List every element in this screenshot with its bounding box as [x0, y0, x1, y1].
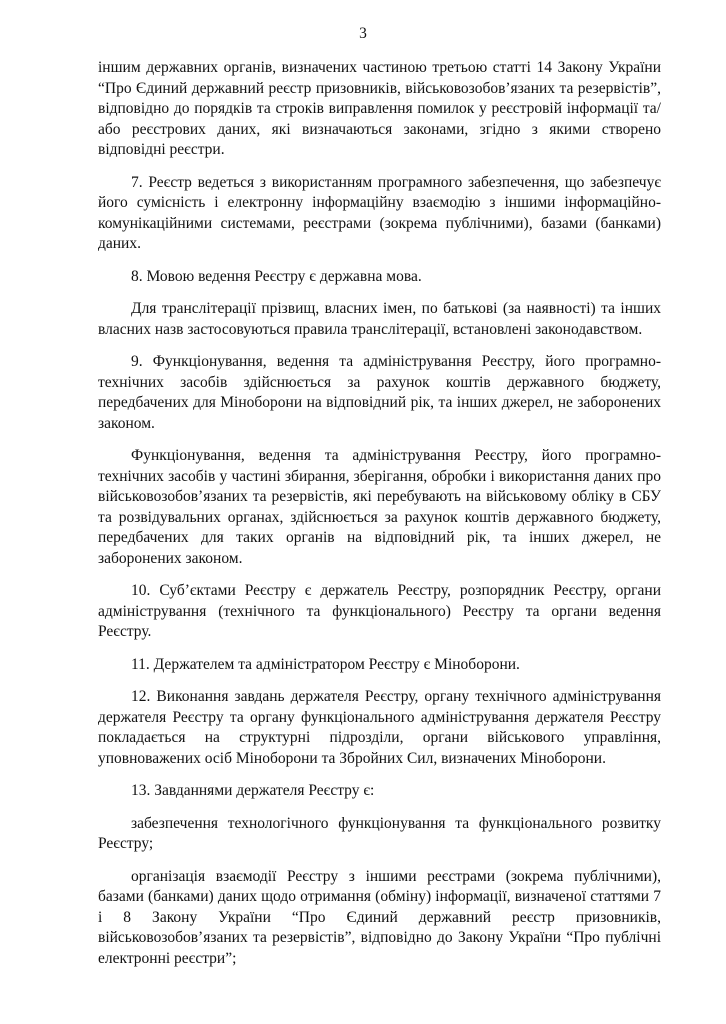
page-number: 3 — [359, 25, 367, 42]
paragraph-item-7: 7. Реєстр ведеться з використанням програмного забезпечення, що забезпечує його сумісність і електронну інформаційну взаємодію з іншими інформаційно-комунікаційними системами, реєстрами (зокрема публічними), базами (банками) даних. — [98, 173, 661, 252]
paragraph-item-11: 11. Держателем та адміністратором Реєстру є Міноборони. — [131, 655, 520, 673]
paragraph-item-9-part-2: Функціонування, ведення та адміністрування Реєстру, його програмно-технічних засобів у частині збирання, зберігання, обробки і використання даних про військовозобов’язаних та резервістів, які перебувають на військовому обліку в СБУ та розвідувальних органах, здійснюється за рахунок коштів державного бюджету, передбачених для таких органів на відповідний рік, та інших джерел, не заборонених законом. — [98, 447, 661, 567]
paragraph-item-13-task-2: організація взаємодії Реєстру з іншими реєстрами (зокрема публічними), базами (банками) даних щодо отримання (обміну) інформації, визначеної статтями 7 і 8 Закону України “Про Єдиний державний реєстр призовників, військовозобов’язаних та резервістів”, відповідно до Закону України “Про публічні електронні реєстри”; — [98, 867, 661, 967]
paragraph-item-8: 8. Мовою ведення Реєстру є державна мова. — [131, 267, 422, 285]
document-body — [98, 58, 661, 969]
paragraph-transliteration: Для транслітерації прізвищ, власних імен, по батькові (за наявності) та інших власних назв застосовуються правила транслітерації, встановлені законодавством. — [98, 300, 661, 338]
paragraph-item-10: 10. Суб’єктами Реєстру є держатель Реєстру, розпорядник Реєстру, органи адміністрування (технічного та функціонального) Реєстру та органи ведення Реєстру. — [98, 582, 661, 640]
paragraph-item-9: 9. Функціонування, ведення та адміністрування Реєстру, його програмно-технічних засобів здійснюється за рахунок коштів державного бюджету, передбачених для Міноборони на відповідний рік, та інших джерел, не заборонених законом. — [98, 353, 661, 432]
paragraph-item-13: 13. Завданнями держателя Реєстру є: — [131, 782, 375, 799]
paragraph-item-12: 12. Виконання завдань держателя Реєстру, органу технічного адміністрування держателя Реєстру та органу функціонального адміністрування держателя Реєстру покладається на структурні підрозділи, органи військового управління, уповноважених осіб Міноборони та Збройних Сил, визначених Міноборони. — [98, 688, 661, 767]
paragraph-continuation: іншим державних органів, визначених частиною третьою статті 14 Закону України “Про Єдиний державний реєстр призовників, військовозобов’язаних та резервістів”, відповідно до порядків та строків виправлення помилок у реєстровій інформації та/або реєстрових даних, які визначаються законами, згідно з якими створено відповідні реєстри. — [98, 59, 661, 158]
paragraph-item-13-task-1: забезпечення технологічного функціонування та функціонального розвитку Реєстру; — [98, 814, 661, 852]
